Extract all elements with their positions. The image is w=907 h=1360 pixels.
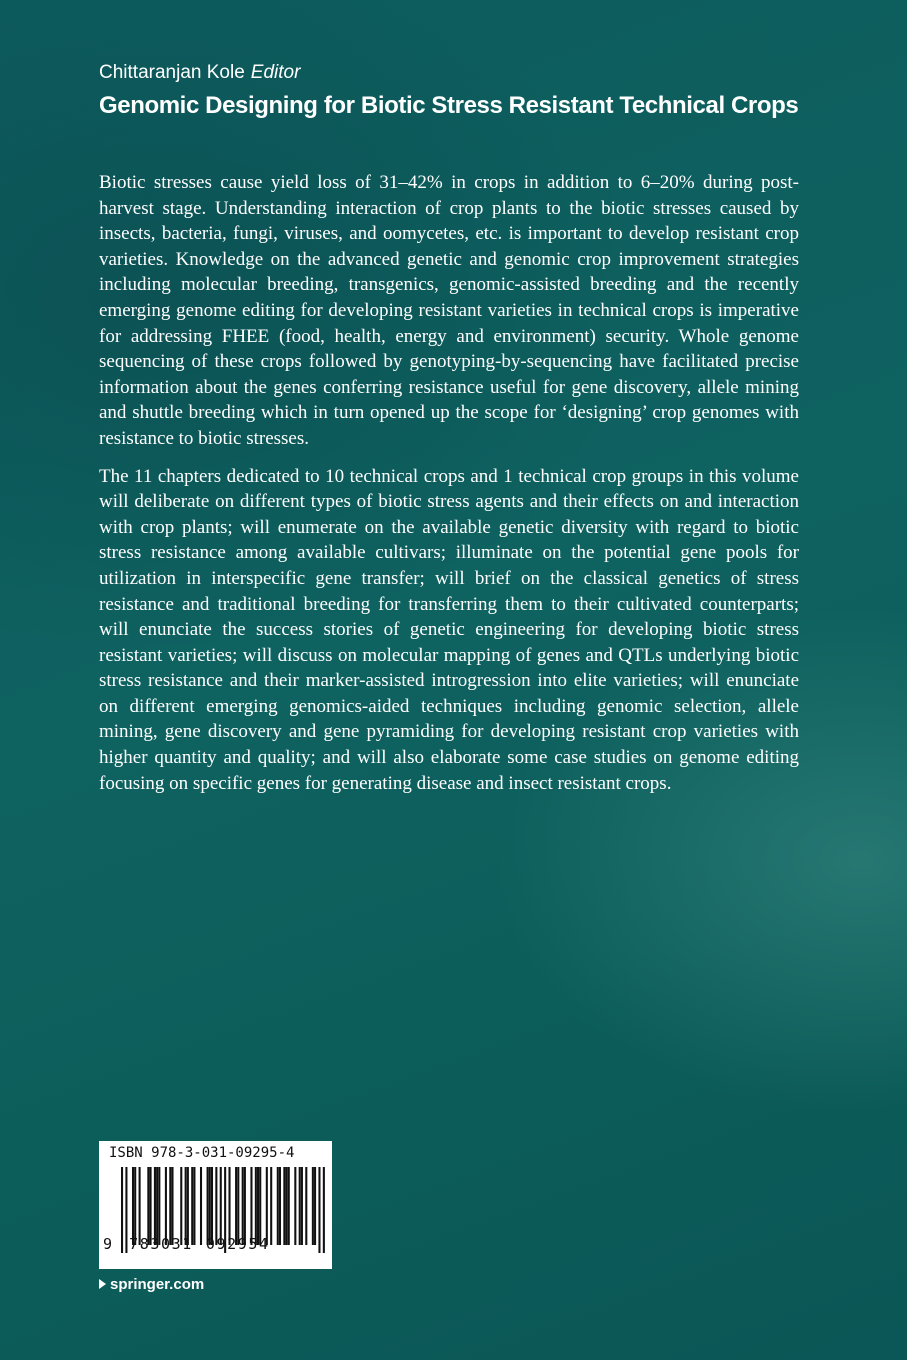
blurb [99,170,799,808]
isbn-label: ISBN 978-3-031-09295-4 [109,1145,295,1161]
editor-line [99,62,300,84]
editor-role: Editor [250,62,301,83]
barcode-digits [103,1235,329,1253]
book-title: Genomic Designing for Biotic Stress Resistant Technical Crops [99,92,799,119]
barcode-digits-right: 092954 [205,1235,270,1253]
barcode-digit-lead: 9 [103,1235,113,1253]
publisher-website-label: springer.com [110,1276,205,1293]
arrow-right-icon [99,1279,106,1289]
publisher-website[interactable] [99,1276,204,1293]
editor-name: Chittaranjan Kole [99,62,245,83]
barcode-digits-left: 783031 [129,1235,193,1253]
blurb-paragraph-2: The 11 chapters dedicated to 10 technical crops and 1 technical crop groups in this volume will deliberate on different types of biotic stress agents and their effects on and interaction with crop plants; will enumerate on the available genetic diversity with regard to biotic stress resistance among available cultivars; illuminate on the potential gene pools for utilization in interspecific gene transfer; will brief on the classical genetics of stress resistance and traditional breeding for transferring them to their cultivated counterparts; will enunciate the success stories of genetic engineering for developing biotic stress resistant varieties; will discuss on molecular mapping of genes and QTLs underlying biotic stress resistance and their marker-assisted introgression into elite varieties; will enunciate on different emerging genomics-aided techniques including genomic selection, allele mining, gene discovery and gene pyramiding for developing resistant crop varieties with higher quantity and quality; and will also elaborate some case studies on genome editing focusing on specific genes for generating disease and insect resistant crops. [99,465,799,794]
blurb-paragraph-1: Biotic stresses cause yield loss of 31–42% in crops in addition to 6–20% during post-harvest stage. Understanding interaction of crop plants to the biotic stresses caused by insects, bacteria, fungi, viruses, and oomycetes, etc. is important to develop resistant crop varieties. Knowledge on the advanced genetic and genomic crop improvement strategies including molecular breeding, transgenics, genomic-assisted breeding and the recently emerging genome editing for developing resistant varieties in technical crops is imperative for addressing FHEE (food, health, energy and environment) security. Whole genome sequencing of these crops followed by genotyping-by-sequencing have facilitated precise information about the genes conferring resistance useful for gene discovery, allele mining and shuttle breeding which in turn opened up the scope for ‘designing’ crop genomes with resistance to biotic stresses. [99,172,799,449]
isbn-barcode-box [99,1141,332,1269]
